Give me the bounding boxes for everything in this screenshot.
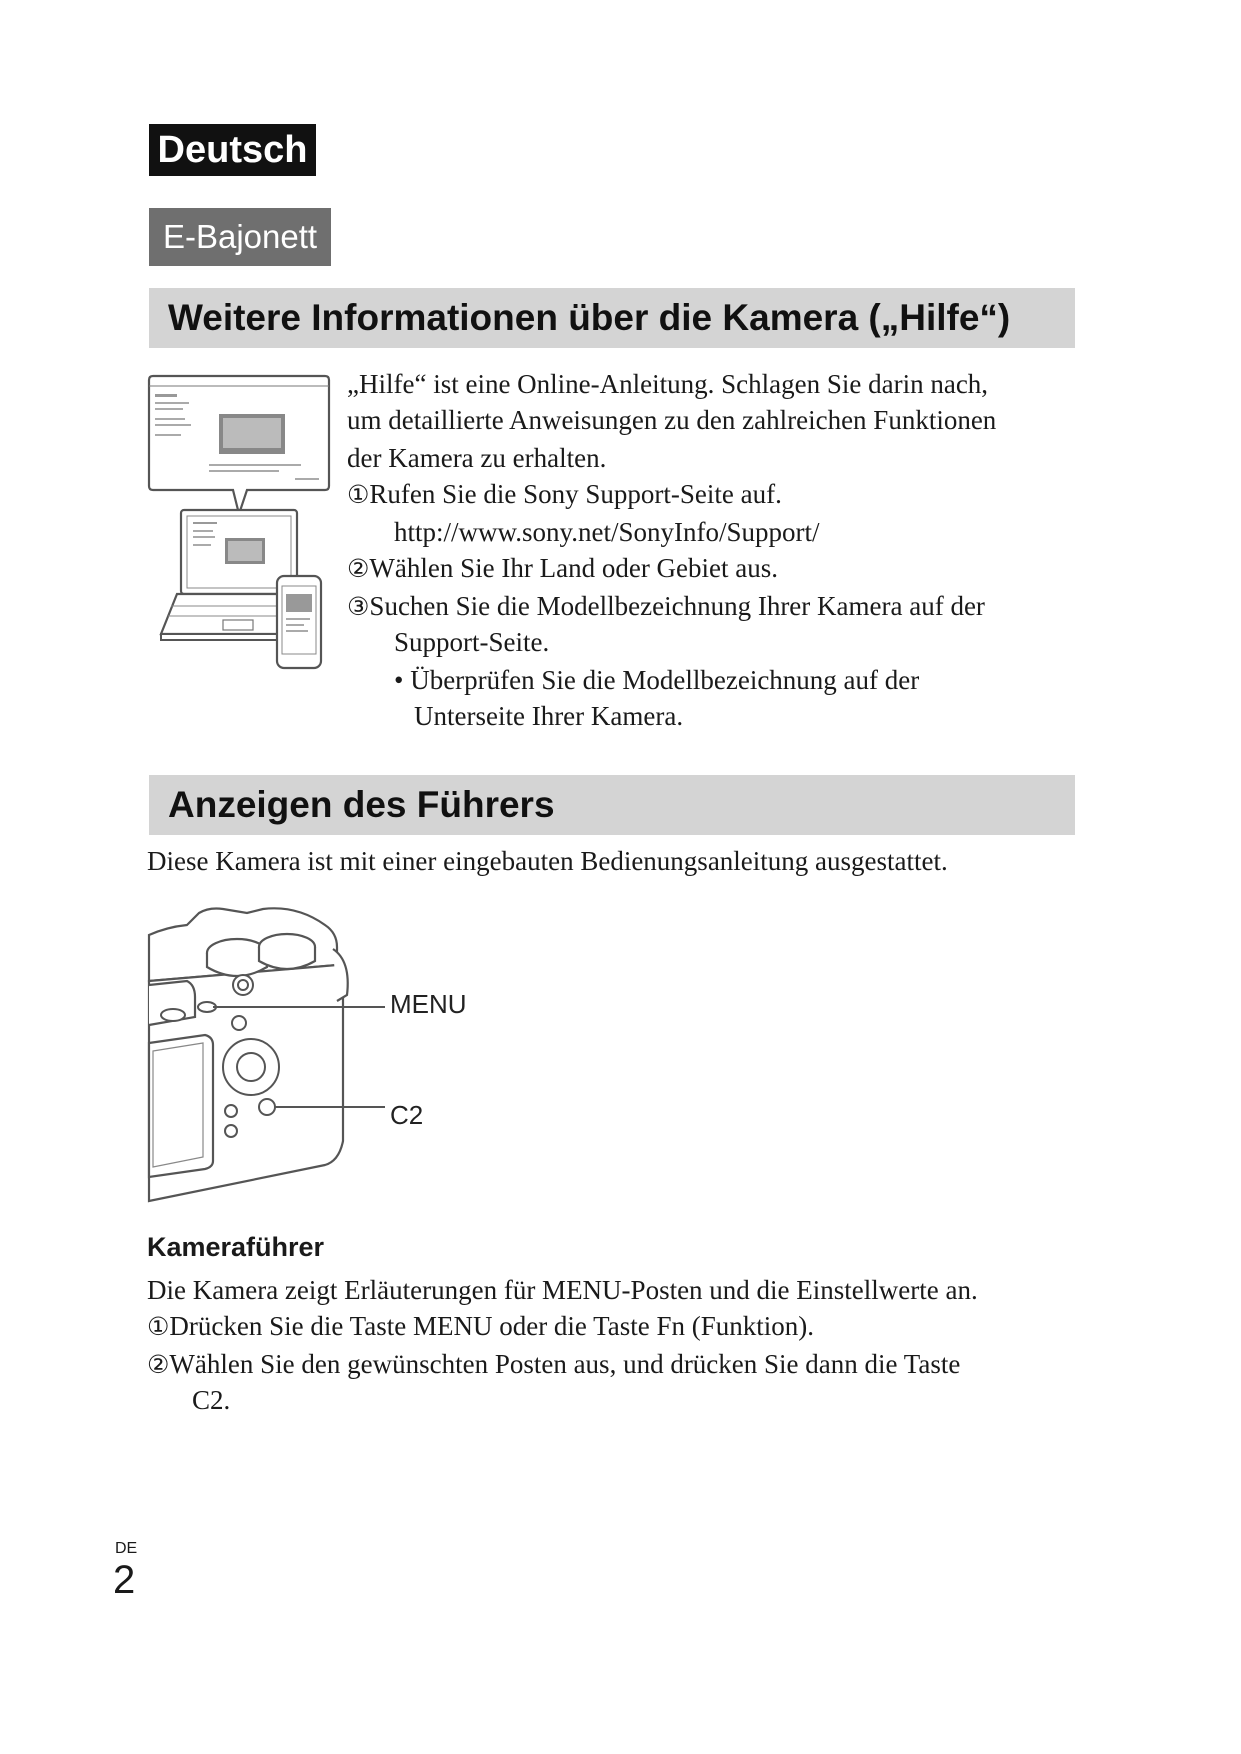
- guide-step-1: [147, 1308, 814, 1345]
- page-number: 2: [113, 1558, 136, 1602]
- help-note-line-2: Unterseite Ihrer Kamera.: [414, 701, 684, 731]
- help-intro-line-1: „Hilfe“ ist eine Online-Anleitung. Schlagen Sie darin nach,: [347, 369, 989, 399]
- mount-badge: E-Bajonett: [149, 208, 331, 266]
- step-number: ①: [147, 1312, 170, 1341]
- language-badge: Deutsch: [149, 124, 316, 176]
- page-language-code: DE: [115, 1540, 138, 1557]
- guide-description: Die Kamera zeigt Erläuterungen für MENU-Posten und die Einstellwerte an.: [147, 1275, 978, 1305]
- step-text: Suchen Sie die Modellbezeichnung Ihrer Kamera auf der: [369, 591, 985, 621]
- section-title-guide: Anzeigen des Führers: [149, 775, 1075, 835]
- help-guide-illustration: [147, 372, 331, 672]
- help-step-3: [347, 588, 985, 625]
- step-text: Wählen Sie den gewünschten Posten aus, und drücken Sie dann die Taste: [169, 1349, 961, 1379]
- step-number: ①: [347, 480, 370, 509]
- guide-step-2-continued: C2.: [192, 1385, 231, 1415]
- callout-menu: MENU: [390, 989, 467, 1019]
- step-text: Drücken Sie die Taste MENU oder die Taste Fn (Funktion).: [169, 1311, 815, 1341]
- step-number: ②: [147, 1350, 170, 1379]
- guide-step-2: [147, 1346, 960, 1383]
- help-step-2: [347, 550, 778, 587]
- help-step-3-continued: Support-Seite.: [394, 627, 550, 657]
- callout-c2: C2: [390, 1100, 424, 1130]
- help-intro-line-2: um detaillierte Anweisungen zu den zahlreichen Funktionen: [347, 405, 997, 435]
- step-number: ②: [347, 554, 370, 583]
- help-step-1: [347, 476, 782, 513]
- help-note-line-1: • Überprüfen Sie die Modellbezeichnung auf der: [394, 665, 920, 695]
- subheading-camera-guide: Kameraführer: [147, 1232, 325, 1262]
- section-title-help: Weitere Informationen über die Kamera („Hilfe“): [149, 288, 1075, 348]
- step-text: Wählen Sie Ihr Land oder Gebiet aus.: [369, 553, 779, 583]
- step-number: ③: [347, 592, 370, 621]
- guide-intro: Diese Kamera ist mit einer eingebauten Bedienungsanleitung ausgestattet.: [147, 846, 948, 876]
- help-intro-line-3: der Kamera zu erhalten.: [347, 443, 607, 473]
- step-text: Rufen Sie die Sony Support-Seite auf.: [369, 479, 782, 509]
- camera-rear-illustration: [147, 905, 387, 1205]
- sony-support-url[interactable]: http://www.sony.net/SonyInfo/Support/: [394, 517, 820, 547]
